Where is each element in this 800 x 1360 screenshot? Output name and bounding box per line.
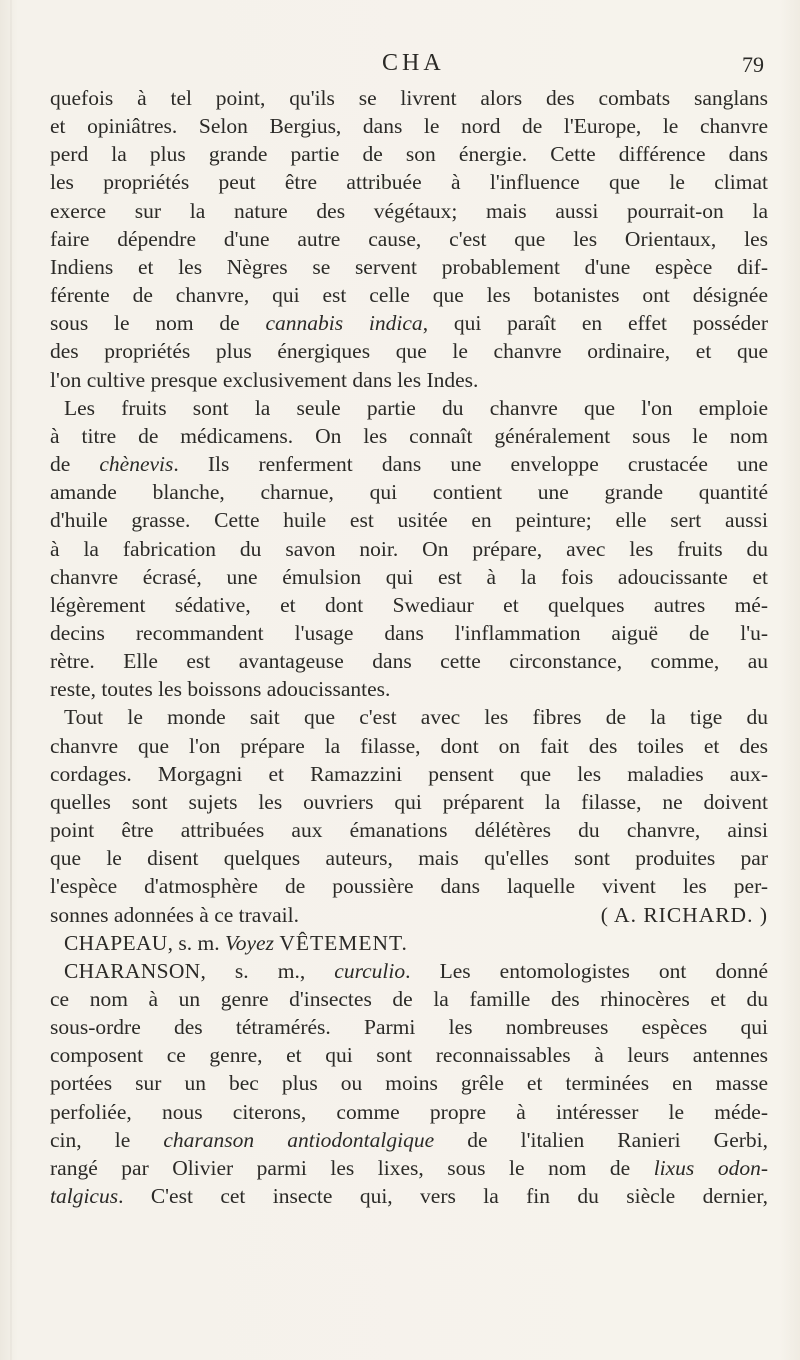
author-signature: ( A. RICHARD. )	[600, 902, 768, 927]
species-name: charanson antiodontalgique	[163, 1127, 435, 1152]
running-head: CHA	[382, 50, 445, 76]
text-line	[50, 309, 768, 337]
text-line: férente de chanvre, qui est celle que les botanistes ont désignée	[50, 283, 768, 308]
text-segment: . C'est cet insecte qui, vers la fin du siècle dernier,	[118, 1184, 768, 1209]
text-line: Tout le monde sait que c'est avec les fibres de la tige du	[64, 705, 768, 730]
text-line	[50, 1126, 768, 1154]
paragraph-fruits	[50, 394, 768, 704]
text-segment: . Les entomologistes ont donné	[405, 958, 768, 983]
text-line: à la fabrication du savon noir. On prépare, avec les fruits du	[50, 536, 768, 561]
text-line: à titre de médicamens. On les connaît généralement sous le nom	[50, 423, 768, 448]
headword-chapeau: CHAPEAU	[64, 930, 168, 955]
page-header	[40, 50, 770, 82]
text-segment: de	[50, 452, 71, 477]
text-segment: rangé par Olivier parmi les lixes, sous le nom de	[50, 1155, 631, 1180]
cross-reference-label: Voyez	[224, 930, 274, 955]
paragraph-filasse	[50, 703, 768, 928]
text-line: et opiniâtres. Selon Bergius, dans le nord de l'Europe, le chanvre	[50, 114, 768, 139]
text-segment: cin, le	[50, 1127, 131, 1152]
text-line: l'espèce d'atmosphère de poussière dans laquelle vivent les per-	[50, 874, 768, 899]
text-line: Les fruits sont la seule partie du chanvre que l'on emploie	[64, 395, 768, 420]
text-line: exerce sur la nature des végétaux; mais aussi pourrait-on la	[50, 198, 768, 223]
latin-name: lixus odon-	[653, 1155, 768, 1180]
text-line: que le disent quelques auteurs, mais qu'elles sont produites par	[50, 846, 768, 871]
part-of-speech: , s. m.,	[200, 958, 306, 983]
text-line: légèrement sédative, et dont Swediaur et quelques autres mé-	[50, 592, 768, 617]
text-line: point être attribuées aux émanations délétères du chanvre, ainsi	[50, 818, 768, 843]
text-line: decins recommandent l'usage dans l'inflammation aiguë de l'u-	[50, 620, 768, 645]
text-line: sous-ordre des tétramérés. Parmi les nombreuses espèces qui	[50, 1015, 768, 1040]
text-line: perfoliée, nous citerons, comme propre à intéresser le méde-	[50, 1099, 768, 1124]
entry-chapeau	[50, 929, 768, 957]
text-line: chanvre écrasé, une émulsion qui est à la fois adoucissante et	[50, 564, 768, 589]
text-line	[50, 901, 768, 929]
text-line: cordages. Morgagni et Ramazzini pensent que les maladies aux-	[50, 761, 768, 786]
text-line: des propriétés plus énergiques que le chanvre ordinaire, et que	[50, 339, 768, 364]
latin-name: talgicus	[50, 1184, 119, 1209]
latin-name: curculio	[334, 958, 406, 983]
text-segment: sous le nom de	[50, 311, 240, 336]
body-text	[50, 84, 768, 1210]
text-line: ce nom à un genre d'insectes de la famille des rhinocères et du	[50, 987, 768, 1011]
text-line: faire dépendre d'une autre cause, c'est que les Orientaux, les	[50, 226, 768, 251]
text-line: amande blanche, charnue, qui contient une grande quantité	[50, 480, 768, 505]
text-segment: , qui paraît en effet posséder	[422, 311, 768, 336]
text-line: chanvre que l'on prépare la filasse, dont on fait des toiles et des	[50, 733, 768, 758]
term-chenevis: chènevis	[99, 452, 174, 477]
text-line: Indiens et les Nègres se servent probablement d'une espèce dif-	[50, 254, 768, 279]
text-line: perd la plus grande partie de son énergie. Cette différence dans	[50, 142, 768, 167]
text-line: composent ce genre, et qui sont reconnaissables à leurs antennes	[50, 1043, 768, 1068]
text-line: l'on cultive presque exclusivement dans les Indes.	[50, 367, 479, 392]
text-line: d'huile grasse. Cette huile est usitée en peinture; elle sert aussi	[50, 508, 768, 533]
text-line	[50, 450, 768, 478]
text-line: portées sur un bec plus ou moins grêle et terminées en masse	[50, 1071, 768, 1096]
text-line	[50, 1182, 768, 1210]
text-line: reste, toutes les boissons adoucissantes.	[50, 677, 391, 702]
page-binding-edge	[10, 0, 12, 1360]
text-line: les propriétés peut être attribuée à l'influence que le climat	[50, 170, 768, 195]
headword-charanson: CHARANSON	[64, 958, 201, 983]
latin-name: cannabis indica	[265, 311, 423, 336]
text-line: rètre. Elle est avantageuse dans cette circonstance, comme, au	[50, 649, 768, 674]
text-line	[50, 929, 768, 957]
text-line	[50, 957, 768, 985]
entry-charanson	[50, 957, 768, 1210]
page-number: 79	[742, 52, 764, 77]
part-of-speech: , s. m.	[167, 930, 220, 955]
text-segment: sonnes adonnées à ce travail.	[50, 902, 299, 927]
cross-reference-target: VÊTEMENT.	[279, 930, 408, 955]
text-segment: . Ils renferment dans une enveloppe crustacée une	[173, 452, 768, 477]
paragraph-cannabis-continued	[50, 84, 768, 394]
text-line: quelles sont sujets les ouvriers qui préparent la filasse, ne doivent	[50, 789, 768, 814]
text-segment: de l'italien Ranieri Gerbi,	[467, 1127, 768, 1152]
text-line	[50, 1154, 768, 1182]
text-line: quefois à tel point, qu'ils se livrent alors des combats sanglans	[50, 86, 768, 110]
